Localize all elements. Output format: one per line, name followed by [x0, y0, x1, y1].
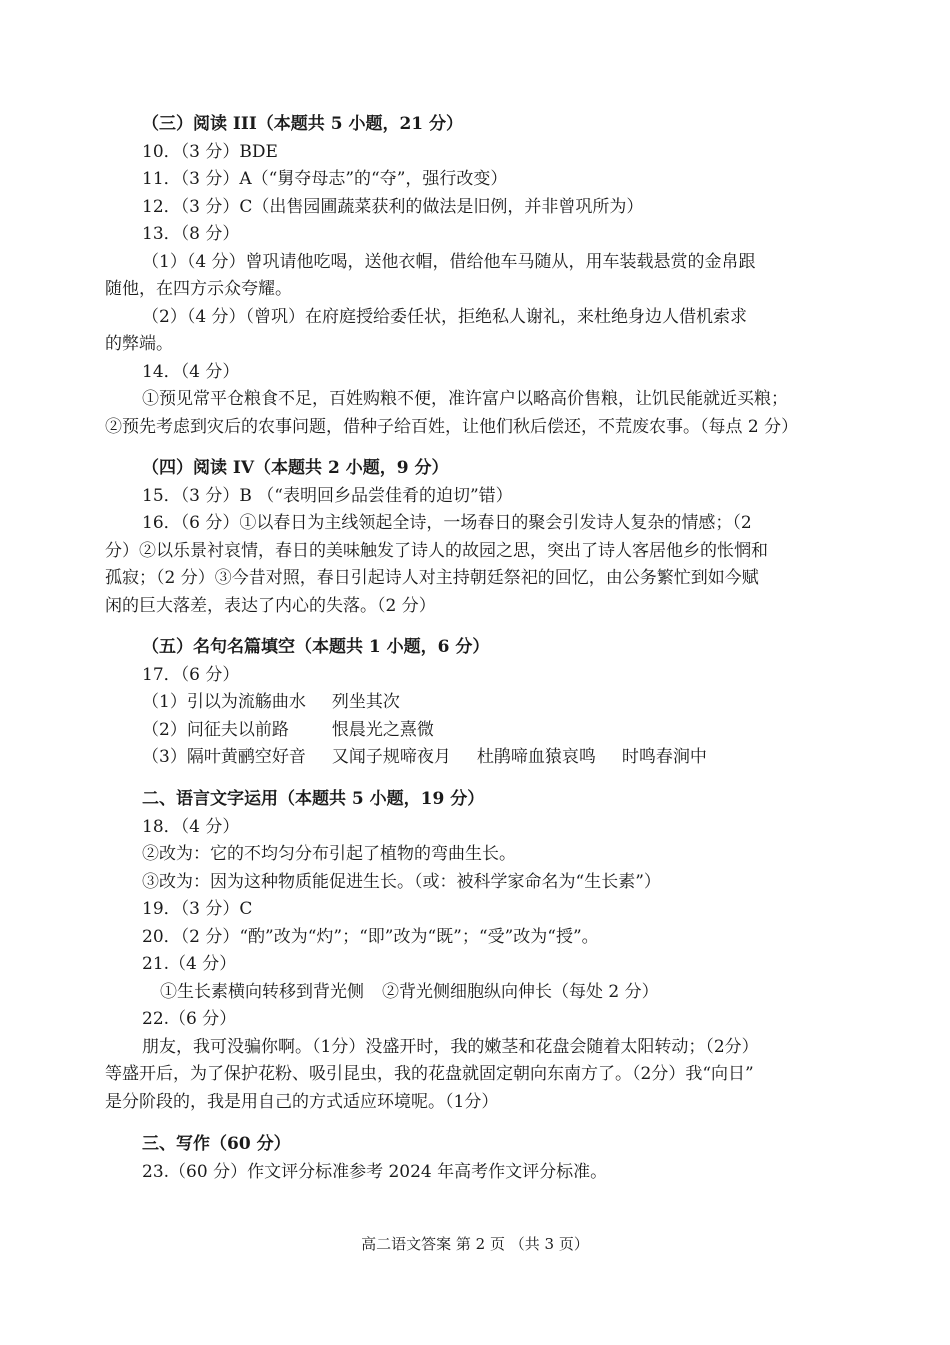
page-footer: 高二语文答案 第 2 页 （共 3 页）	[361, 1235, 589, 1253]
answer-q16-line3: 孤寂；（2 分）③今昔对照，春日引起诗人对主持朝廷祭祀的回忆，由公务繁忙到如今赋	[105, 568, 759, 588]
answer-q12: 12．（3 分）C（出售园圃蔬菜获利的做法是旧例，并非曾巩所为）	[142, 197, 644, 217]
q17-row3-col3: 杜鹃啼血猿哀鸣	[476, 747, 596, 767]
answer-q22: 22.（6 分）	[142, 1009, 237, 1029]
answer-q13-part1-line2: 随他，在四方示众夸耀。	[105, 279, 292, 299]
answer-q11: 11．（3 分）A（“舅夺母志”的“夺”，强行改变）	[142, 169, 508, 189]
q17-row3-col2: 又闻子规啼夜月	[331, 747, 451, 767]
answer-q19: 19．（3 分）C	[142, 899, 253, 919]
answer-q18-line2: ③改为：因为这种物质能促进生长。（或：被科学家命名为“生长素”）	[142, 872, 661, 892]
q17-row3-col1: （3）隔叶黄鹂空好音	[142, 747, 306, 767]
section-heading-famous-lines: （五）名句名篇填空（本题共 1 小题，6 分）	[142, 637, 490, 657]
part-heading-language-use: 二、语言文字运用（本题共 5 小题，19 分）	[142, 789, 485, 809]
answer-q17: 17．（6 分）	[142, 665, 240, 685]
section-heading-reading-4: （四）阅读 IV（本题共 2 小题，9 分）	[142, 458, 449, 478]
answer-q10: 10．（3 分）BDE	[142, 142, 278, 162]
q17-row1-col2: 列坐其次	[331, 692, 400, 712]
answer-q22-line2: 等盛开后，为了保护花粉、吸引昆虫，我的花盘就固定朝向东南方了。（2分）我“向日”	[105, 1064, 754, 1084]
q21-point1: ①生长素横向转移到背光侧	[160, 982, 364, 1002]
answer-q13-part2-line2: 的弊端。	[105, 334, 173, 354]
answer-q15: 15．（3 分）B （“表明回乡品尝佳肴的迫切”错）	[142, 486, 513, 506]
answer-q17-row2	[142, 719, 434, 741]
answer-q17-row1	[142, 691, 400, 713]
q17-row3-col4: 时鸣春涧中	[621, 747, 707, 767]
q17-row1-col1: （1）引以为流觞曲水	[142, 692, 306, 712]
section-heading-reading-3: （三）阅读 III（本题共 5 小题，21 分）	[142, 114, 464, 134]
answer-q17-row3	[142, 746, 707, 768]
answer-q23: 23.（60 分）作文评分标准参考 2024 年高考作文评分标准。	[142, 1162, 608, 1182]
answer-q18-line1: ②改为：它的不均匀分布引起了植物的弯曲生长。	[142, 844, 516, 864]
answer-q13-part1-line1: （1）（4 分）曾巩请他吃喝，送他衣帽，借给他车马随从，用车装载悬赏的金帛跟	[142, 252, 756, 272]
answer-q16-line2: 分）②以乐景衬哀情，春日的美味触发了诗人的故园之思，突出了诗人客居他乡的怅惘和	[105, 541, 768, 561]
q17-row2-col1: （2）问征夫以前路	[142, 720, 289, 740]
answer-q20: 20．（2 分）“酌”改为“灼”；“即”改为“既”；“受”改为“授”。	[142, 927, 599, 947]
answer-q22-line1: 朋友，我可没骗你啊。（1分）没盛开时，我的嫩茎和花盘会随着太阳转动；（2分）	[142, 1037, 759, 1057]
answer-q22-line3: 是分阶段的，我是用自己的方式适应环境呢。（1分）	[105, 1092, 499, 1112]
part-heading-writing: 三、写作（60 分）	[142, 1134, 291, 1154]
answer-q13: 13．（8 分）	[142, 224, 240, 244]
answer-q16-line1: 16．（6 分）①以春日为主线领起全诗，一场春日的聚会引发诗人复杂的情感；（2	[142, 513, 752, 533]
answer-q14: 14．（4 分）	[142, 362, 240, 382]
answer-q18: 18．（4 分）	[142, 817, 240, 837]
answer-q14-line1: ①预见常平仓粮食不足，百姓购粮不便，准许富户以略高价售粮，让饥民能就近买粮；	[142, 389, 788, 409]
answer-q14-line2: ②预先考虑到灾后的农事问题，借种子给百姓，让他们秋后偿还，不荒废农事。（每点 2 分）	[105, 417, 799, 437]
answer-q16-line4: 闲的巨大落差，表达了内心的失落。（2 分）	[105, 596, 436, 616]
answer-q13-part2-line1: （2）（4 分）（曾巩）在府庭授给委任状，拒绝私人谢礼，来杜绝身边人借机索求	[142, 307, 748, 327]
q17-row2-col2: 恨晨光之熹微	[331, 720, 434, 740]
answer-q21: 21.（4 分）	[142, 954, 237, 974]
answer-q21-line1	[160, 981, 659, 1003]
q21-point2: ②背光侧细胞纵向伸长（每处 2 分）	[382, 982, 659, 1002]
